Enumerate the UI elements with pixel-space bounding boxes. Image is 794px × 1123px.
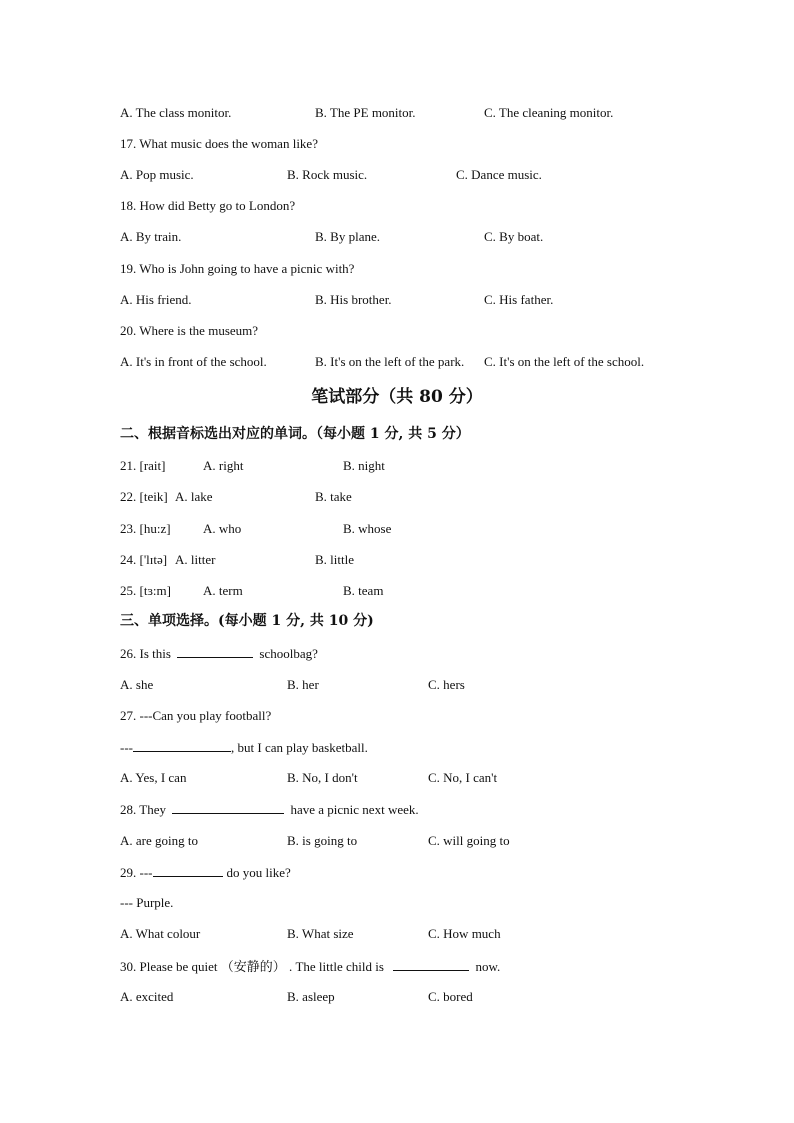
question-29-answer: --- Purple. bbox=[120, 895, 174, 910]
q23-option-b: B. whose bbox=[343, 521, 392, 536]
question-19: 19. Who is John going to have a picnic with? bbox=[120, 261, 355, 276]
q22-option-b: B. take bbox=[315, 489, 352, 504]
q20-option-a: A. It's in front of the school. bbox=[120, 354, 267, 369]
question-18: 18. How did Betty go to London? bbox=[120, 198, 296, 213]
q23-phonetic: 23. [hu:z] bbox=[120, 521, 171, 536]
q29-option-b: B. What size bbox=[287, 926, 354, 941]
q22-option-a: A. lake bbox=[175, 489, 213, 504]
q26-option-a: A. she bbox=[120, 677, 154, 692]
q24-phonetic: 24. ['lɪtə] bbox=[120, 552, 168, 567]
q29-answer-blank bbox=[153, 864, 223, 877]
q19-option-c: C. His father. bbox=[484, 292, 554, 307]
q26-text-before: 26. Is this bbox=[120, 646, 171, 661]
q27-text-after: , but I can play basketball. bbox=[231, 740, 368, 755]
q29-text-before: 29. --- bbox=[120, 865, 153, 880]
section-2-heading: 二、根据音标选出对应的单词。（每小题 1 分, 共 5 分） bbox=[120, 426, 470, 442]
q20-option-b: B. It's on the left of the park. bbox=[315, 354, 465, 369]
q30-option-b: B. asleep bbox=[287, 989, 335, 1004]
question-27-response bbox=[120, 739, 368, 756]
question-20: 20. Where is the museum? bbox=[120, 323, 259, 338]
q26-option-b: B. her bbox=[287, 677, 319, 692]
question-28 bbox=[120, 801, 419, 818]
q21-option-a: A. right bbox=[203, 458, 244, 473]
q16-option-c: C. The cleaning monitor. bbox=[484, 105, 614, 120]
q29-text-after: do you like? bbox=[226, 865, 291, 880]
section-3-heading: 三、单项选择。(每小题 1 分, 共 10 分) bbox=[120, 613, 374, 629]
question-29 bbox=[120, 864, 291, 881]
q24-option-a: A. litter bbox=[175, 552, 216, 567]
q26-option-c: C. hers bbox=[428, 677, 465, 692]
q28-text-before: 28. They bbox=[120, 802, 166, 817]
q19-option-b: B. His brother. bbox=[315, 292, 392, 307]
q25-option-b: B. team bbox=[343, 583, 384, 598]
q29-option-a: A. What colour bbox=[120, 926, 201, 941]
q28-option-a: A. are going to bbox=[120, 833, 198, 848]
q24-option-b: B. little bbox=[315, 552, 354, 567]
q17-option-c: C. Dance music. bbox=[456, 167, 542, 182]
q19-option-a: A. His friend. bbox=[120, 292, 192, 307]
question-27: 27. ---Can you play football? bbox=[120, 708, 272, 723]
q30-option-c: C. bored bbox=[428, 989, 473, 1004]
q27-answer-blank bbox=[133, 739, 231, 752]
q28-text-after: have a picnic next week. bbox=[290, 802, 419, 817]
question-17: 17. What music does the woman like? bbox=[120, 136, 318, 151]
question-30 bbox=[120, 958, 500, 975]
q28-option-b: B. is going to bbox=[287, 833, 358, 848]
question-26 bbox=[120, 645, 318, 662]
q18-option-a: A. By train. bbox=[120, 229, 182, 244]
q16-option-b: B. The PE monitor. bbox=[315, 105, 416, 120]
q27-text-before: --- bbox=[120, 740, 133, 755]
q30-answer-blank bbox=[393, 958, 469, 971]
q16-option-a: A. The class monitor. bbox=[120, 105, 232, 120]
q28-answer-blank bbox=[172, 801, 284, 814]
q22-phonetic: 22. [teik] bbox=[120, 489, 168, 504]
q25-phonetic: 25. [tɜ:m] bbox=[120, 583, 171, 598]
q27-option-c: C. No, I can't bbox=[428, 770, 498, 785]
q21-phonetic: 21. [rait] bbox=[120, 458, 166, 473]
q30-text-after: now. bbox=[475, 959, 501, 974]
q18-option-b: B. By plane. bbox=[315, 229, 380, 244]
q30-text-before: 30. Please be quiet （安静的） . The little child is bbox=[120, 959, 384, 974]
q17-option-a: A. Pop music. bbox=[120, 167, 194, 182]
q25-option-a: A. term bbox=[203, 583, 243, 598]
q21-option-b: B. night bbox=[343, 458, 385, 473]
written-part-title: 笔试部分（共 80 分） bbox=[311, 387, 483, 407]
q30-option-a: A. excited bbox=[120, 989, 174, 1004]
q20-option-c: C. It's on the left of the school. bbox=[484, 354, 645, 369]
q26-answer-blank bbox=[177, 645, 253, 658]
q26-text-after: schoolbag? bbox=[259, 646, 318, 661]
q17-option-b: B. Rock music. bbox=[287, 167, 368, 182]
q27-option-a: A. Yes, I can bbox=[120, 770, 187, 785]
q18-option-c: C. By boat. bbox=[484, 229, 544, 244]
q27-option-b: B. No, I don't bbox=[287, 770, 358, 785]
q29-option-c: C. How much bbox=[428, 926, 501, 941]
q28-option-c: C. will going to bbox=[428, 833, 510, 848]
q23-option-a: A. who bbox=[203, 521, 242, 536]
